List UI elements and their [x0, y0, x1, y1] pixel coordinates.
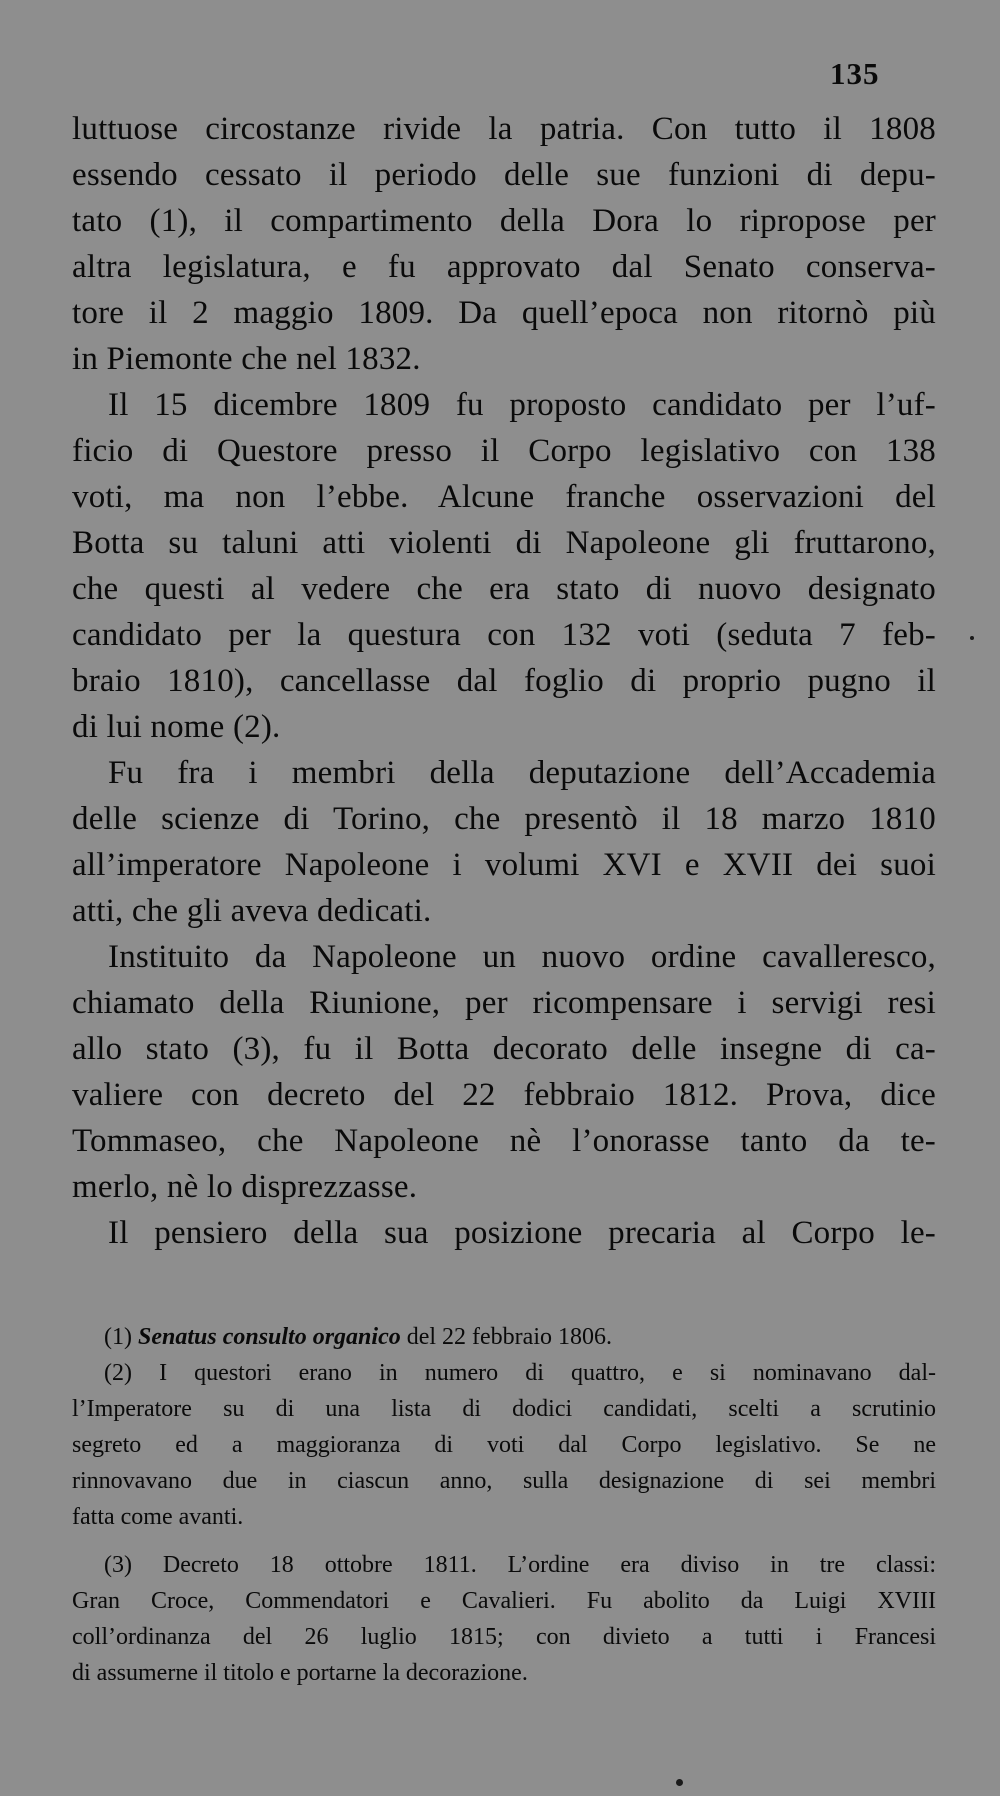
scan-speck [676, 1779, 683, 1786]
body-line: Il 15 dicembre 1809 fu proposto candidato per l’uf- [108, 387, 936, 423]
body-line: all’imperatore Napoleone i volumi XVI e XVII dei suoi [72, 847, 936, 883]
body-line: Instituito da Napoleone un nuovo ordine cavalleresco, [108, 939, 936, 975]
footnote-marker: (1) [104, 1324, 132, 1350]
body-line: candidato per la questura con 132 voti (seduta 7 feb- [72, 617, 936, 653]
body-line: Tommaseo, che Napoleone nè l’onorasse tanto da te- [72, 1123, 936, 1159]
footnote-line: (3) Decreto 18 ottobre 1811. L’ordine era diviso in tre classi: [104, 1552, 936, 1578]
body-line: tore il 2 maggio 1809. Da quell’epoca non ritornò più [72, 295, 936, 331]
body-line: ficio di Questore presso il Corpo legislativo con 138 [72, 433, 936, 469]
body-line: chiamato della Riunione, per ricompensare i servigi resi [72, 985, 936, 1021]
footnote-text: del 22 febbraio 1806. [406, 1324, 612, 1350]
footnote-line: l’Imperatore su di una lista di dodici candidati, scelti a scrutinio [72, 1396, 936, 1422]
footnote-line: fatta come avanti. [72, 1504, 244, 1530]
body-line: allo stato (3), fu il Botta decorato delle insegne di ca- [72, 1031, 936, 1067]
footnote-line: Gran Croce, Commendatori e Cavalieri. Fu abolito da Luigi XVIII [72, 1588, 936, 1614]
body-line: braio 1810), cancellasse dal foglio di proprio pugno il [72, 663, 936, 699]
footnote-line: coll’ordinanza del 26 luglio 1815; con divieto a tutti i Francesi [72, 1624, 936, 1650]
body-line: delle scienze di Torino, che presentò il 18 marzo 1810 [72, 801, 936, 837]
footnote-title: Senatus consulto organico [137, 1324, 401, 1350]
footnote-line: rinnovavano due in ciascun anno, sulla designazione di sei membri [72, 1468, 936, 1494]
body-line: di lui nome (2). [72, 709, 281, 745]
body-line: Il pensiero della sua posizione precaria al Corpo le- [108, 1215, 936, 1251]
body-line: voti, ma non l’ebbe. Alcune franche osservazioni del [72, 479, 936, 515]
scan-speck [970, 636, 974, 640]
body-line: tato (1), il compartimento della Dora lo ripropose per [72, 203, 936, 239]
body-line: Botta su taluni atti violenti di Napoleone gli fruttarono, [72, 525, 936, 561]
footnote-1 [104, 1320, 936, 1354]
body-line: in Piemonte che nel 1832. [72, 341, 421, 377]
footnote-line: (2) I questori erano in numero di quattro, e si nominavano dal- [104, 1360, 936, 1386]
footnote-line: di assumerne il titolo e portarne la decorazione. [72, 1660, 528, 1686]
body-line: altra legislatura, e fu approvato dal Senato conserva- [72, 249, 936, 285]
body-line: valiere con decreto del 22 febbraio 1812. Prova, dice [72, 1077, 936, 1113]
body-line: Fu fra i membri della deputazione dell’Accademia [108, 755, 936, 791]
body-line: luttuose circostanze rivide la patria. Con tutto il 1808 [72, 111, 936, 147]
body-line: merlo, nè lo disprezzasse. [72, 1169, 418, 1205]
body-line: atti, che gli aveva dedicati. [72, 893, 432, 929]
footnote-line: segreto ed a maggioranza di voti dal Corpo legislativo. Se ne [72, 1432, 936, 1458]
body-line: essendo cessato il periodo delle sue funzioni di depu- [72, 157, 936, 193]
page-number: 135 [830, 56, 880, 91]
body-line: che questi al vedere che era stato di nuovo designato [72, 571, 936, 607]
